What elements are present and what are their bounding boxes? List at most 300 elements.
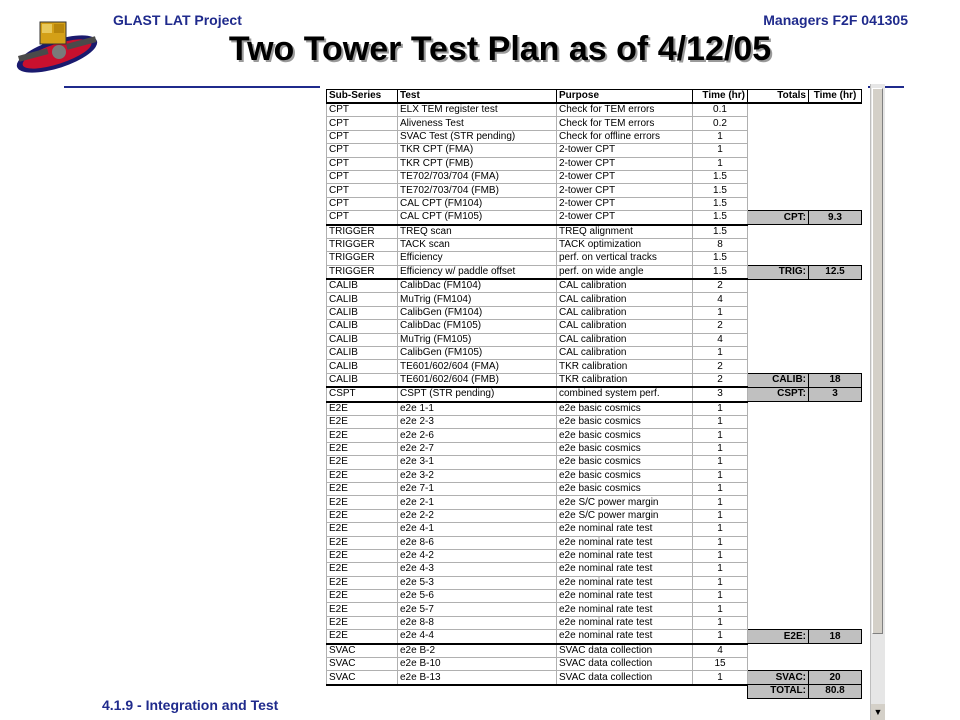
cell-time: 1 (693, 429, 748, 442)
project-name: GLAST LAT Project (113, 12, 242, 28)
subtotal-label: E2E: (748, 630, 809, 644)
table-row (327, 103, 862, 117)
table-row (327, 144, 862, 157)
cell-purpose: e2e basic cosmics (557, 442, 693, 455)
totals-empty-cell (748, 144, 809, 157)
cell-time: 1 (693, 130, 748, 143)
cell-sub-series: E2E (327, 630, 398, 644)
table-row (327, 509, 862, 522)
totals-empty-cell (809, 563, 862, 576)
cell-time: 1.5 (693, 265, 748, 279)
table-row (327, 333, 862, 346)
totals-empty-cell (748, 563, 809, 576)
subtotal-value: 80.8 (809, 685, 862, 698)
totals-empty-cell (748, 590, 809, 603)
table-row (327, 496, 862, 509)
meeting-name: Managers F2F 041305 (763, 12, 908, 28)
cell-purpose: e2e basic cosmics (557, 469, 693, 482)
totals-empty-cell (809, 238, 862, 251)
cell-time: 1 (693, 482, 748, 495)
totals-empty-cell (809, 576, 862, 589)
totals-empty-cell (809, 456, 862, 469)
cell-purpose: e2e nominal rate test (557, 523, 693, 536)
cell-sub-series: E2E (327, 469, 398, 482)
cell-time: 4 (693, 333, 748, 346)
table-row (327, 482, 862, 495)
cell-time: 1.5 (693, 225, 748, 239)
table-row (327, 630, 862, 644)
vertical-scrollbar[interactable] (870, 84, 885, 720)
totals-empty-cell (809, 496, 862, 509)
cell-test: TE702/703/704 (FMB) (398, 184, 557, 197)
cell-test: MuTrig (FM104) (398, 293, 557, 306)
totals-empty-cell (748, 225, 809, 239)
cell-purpose: CAL calibration (557, 333, 693, 346)
page-title: Two Tower Test Plan as of 4/12/05 (228, 30, 772, 68)
subtotal-label: SVAC: (748, 671, 809, 685)
cell-sub-series: TRIGGER (327, 252, 398, 265)
cell-time: 2 (693, 373, 748, 387)
totals-empty-cell (748, 184, 809, 197)
totals-empty-cell (809, 103, 862, 117)
table-row (327, 373, 862, 387)
table-row (327, 536, 862, 549)
cell-purpose: CAL calibration (557, 306, 693, 319)
totals-empty-cell (809, 616, 862, 629)
totals-empty-cell (748, 320, 809, 333)
totals-empty-cell (748, 536, 809, 549)
cell-purpose: e2e basic cosmics (557, 482, 693, 495)
totals-empty-cell (748, 238, 809, 251)
cell-test: CalibGen (FM105) (398, 347, 557, 360)
table-row (327, 347, 862, 360)
subtotal-value: 12.5 (809, 265, 862, 279)
scroll-down-arrow-icon[interactable]: ▼ (871, 704, 885, 720)
totals-empty-cell (809, 130, 862, 143)
cell-time: 2 (693, 360, 748, 373)
totals-empty-cell (809, 333, 862, 346)
cell-sub-series: E2E (327, 402, 398, 416)
cell-sub-series: E2E (327, 549, 398, 562)
cell-time: 1.5 (693, 197, 748, 210)
cell-sub-series: SVAC (327, 658, 398, 671)
table-row (327, 603, 862, 616)
cell-test: Aliveness Test (398, 117, 557, 130)
cell-time: 0.2 (693, 117, 748, 130)
totals-empty-cell (809, 306, 862, 319)
cell-purpose: e2e basic cosmics (557, 402, 693, 416)
cell-test: e2e 4-2 (398, 549, 557, 562)
cell-sub-series: CALIB (327, 373, 398, 387)
cell-sub-series (327, 685, 398, 698)
cell-purpose: Check for offline errors (557, 130, 693, 143)
cell-time: 1 (693, 496, 748, 509)
cell-purpose: e2e nominal rate test (557, 536, 693, 549)
subtotal-value: 9.3 (809, 211, 862, 225)
cell-time: 1 (693, 523, 748, 536)
totals-empty-cell (748, 130, 809, 143)
cell-purpose: SVAC data collection (557, 658, 693, 671)
cell-sub-series: CPT (327, 211, 398, 225)
table-row (327, 170, 862, 183)
cell-time: 1 (693, 563, 748, 576)
table-row (327, 197, 862, 210)
totals-empty-cell (809, 157, 862, 170)
subtotal-label: TOTAL: (748, 685, 809, 698)
totals-empty-cell (748, 117, 809, 130)
totals-empty-cell (809, 117, 862, 130)
cell-purpose: e2e nominal rate test (557, 590, 693, 603)
totals-empty-cell (748, 644, 809, 658)
cell-sub-series: CALIB (327, 360, 398, 373)
cell-test: e2e 2-3 (398, 415, 557, 428)
totals-empty-cell (748, 157, 809, 170)
subtotal-label: TRIG: (748, 265, 809, 279)
cell-test: e2e 2-6 (398, 429, 557, 442)
cell-sub-series: CPT (327, 197, 398, 210)
cell-test: e2e 5-7 (398, 603, 557, 616)
col-purpose: Purpose (557, 90, 693, 104)
totals-empty-cell (809, 402, 862, 416)
table-row (327, 387, 862, 401)
totals-empty-cell (748, 429, 809, 442)
subtotal-value: 20 (809, 671, 862, 685)
cell-test: e2e 3-2 (398, 469, 557, 482)
table-row (327, 252, 862, 265)
cell-time: 4 (693, 644, 748, 658)
cell-purpose: 2-tower CPT (557, 211, 693, 225)
cell-test (398, 685, 557, 698)
cell-sub-series: CPT (327, 103, 398, 117)
table-row (327, 590, 862, 603)
cell-test: e2e 2-2 (398, 509, 557, 522)
cell-sub-series: E2E (327, 576, 398, 589)
totals-empty-cell (809, 415, 862, 428)
col-time: Time (hr) (693, 90, 748, 104)
cell-test: TE601/602/604 (FMB) (398, 373, 557, 387)
cell-purpose: perf. on wide angle (557, 265, 693, 279)
totals-empty-cell (748, 523, 809, 536)
totals-empty-cell (809, 225, 862, 239)
table-row (327, 225, 862, 239)
totals-empty-cell (748, 549, 809, 562)
totals-empty-cell (748, 496, 809, 509)
cell-time: 15 (693, 658, 748, 671)
table-row (327, 117, 862, 130)
cell-purpose: SVAC data collection (557, 644, 693, 658)
totals-empty-cell (809, 482, 862, 495)
col-test: Test (398, 90, 557, 104)
totals-empty-cell (809, 170, 862, 183)
col-total-time: Time (hr) (809, 90, 862, 104)
totals-empty-cell (748, 482, 809, 495)
totals-empty-cell (748, 170, 809, 183)
cell-time: 1 (693, 402, 748, 416)
test-plan-table (326, 89, 862, 699)
cell-time: 1.5 (693, 170, 748, 183)
totals-empty-cell (748, 252, 809, 265)
cell-time: 1.5 (693, 184, 748, 197)
cell-time: 0.1 (693, 103, 748, 117)
cell-purpose: e2e S/C power margin (557, 509, 693, 522)
table-header-row (327, 90, 862, 104)
cell-time: 1 (693, 671, 748, 685)
table-row (327, 523, 862, 536)
cell-time: 1 (693, 144, 748, 157)
cell-test: ELX TEM register test (398, 103, 557, 117)
cell-purpose: e2e basic cosmics (557, 456, 693, 469)
cell-test: e2e 7-1 (398, 482, 557, 495)
totals-empty-cell (748, 103, 809, 117)
cell-purpose: 2-tower CPT (557, 184, 693, 197)
cell-purpose: TREQ alignment (557, 225, 693, 239)
totals-empty-cell (809, 536, 862, 549)
cell-purpose: e2e nominal rate test (557, 603, 693, 616)
totals-empty-cell (809, 279, 862, 293)
cell-test: TKR CPT (FMA) (398, 144, 557, 157)
cell-sub-series: E2E (327, 415, 398, 428)
scrollbar-thumb[interactable] (872, 88, 883, 634)
cell-time: 1 (693, 157, 748, 170)
spreadsheet (320, 84, 868, 720)
table-row (327, 456, 862, 469)
cell-time: 2 (693, 320, 748, 333)
table-row (327, 360, 862, 373)
cell-test: CalibGen (FM104) (398, 306, 557, 319)
cell-sub-series: CPT (327, 130, 398, 143)
totals-empty-cell (809, 658, 862, 671)
cell-sub-series: CALIB (327, 333, 398, 346)
cell-test: e2e B-2 (398, 644, 557, 658)
cell-test: e2e 5-6 (398, 590, 557, 603)
cell-sub-series: CPT (327, 157, 398, 170)
cell-time: 4 (693, 293, 748, 306)
totals-empty-cell (748, 616, 809, 629)
cell-test: TKR CPT (FMB) (398, 157, 557, 170)
cell-purpose: e2e nominal rate test (557, 549, 693, 562)
table-row (327, 685, 862, 698)
cell-purpose: Check for TEM errors (557, 103, 693, 117)
cell-test: e2e 8-8 (398, 616, 557, 629)
table-row (327, 306, 862, 319)
totals-empty-cell (748, 279, 809, 293)
totals-empty-cell (809, 429, 862, 442)
cell-purpose: CAL calibration (557, 293, 693, 306)
totals-empty-cell (809, 509, 862, 522)
subtotal-value: 18 (809, 373, 862, 387)
cell-purpose: perf. on vertical tracks (557, 252, 693, 265)
cell-test: e2e B-13 (398, 671, 557, 685)
cell-time: 2 (693, 279, 748, 293)
cell-purpose: combined system perf. (557, 387, 693, 401)
cell-test: e2e 1-1 (398, 402, 557, 416)
cell-sub-series: CALIB (327, 279, 398, 293)
cell-time: 1 (693, 616, 748, 629)
cell-test: MuTrig (FM105) (398, 333, 557, 346)
cell-test: TACK scan (398, 238, 557, 251)
totals-empty-cell (809, 197, 862, 210)
cell-test: e2e 8-6 (398, 536, 557, 549)
cell-test: SVAC Test (STR pending) (398, 130, 557, 143)
cell-sub-series: CPT (327, 170, 398, 183)
totals-empty-cell (809, 523, 862, 536)
cell-sub-series: E2E (327, 616, 398, 629)
table-row (327, 469, 862, 482)
cell-sub-series: E2E (327, 509, 398, 522)
totals-empty-cell (809, 320, 862, 333)
cell-time: 1 (693, 576, 748, 589)
cell-purpose: e2e nominal rate test (557, 576, 693, 589)
totals-empty-cell (809, 293, 862, 306)
cell-sub-series: SVAC (327, 644, 398, 658)
totals-empty-cell (809, 252, 862, 265)
cell-sub-series: CALIB (327, 293, 398, 306)
cell-time (693, 685, 748, 698)
totals-empty-cell (748, 456, 809, 469)
cell-time: 1 (693, 509, 748, 522)
subtotal-label: CALIB: (748, 373, 809, 387)
cell-time: 1 (693, 306, 748, 319)
cell-test: e2e 4-3 (398, 563, 557, 576)
cell-sub-series: E2E (327, 496, 398, 509)
cell-sub-series: TRIGGER (327, 265, 398, 279)
cell-time: 1 (693, 456, 748, 469)
cell-sub-series: CALIB (327, 306, 398, 319)
totals-empty-cell (809, 442, 862, 455)
subtotal-value: 18 (809, 630, 862, 644)
cell-test: TE702/703/704 (FMA) (398, 170, 557, 183)
cell-time: 1 (693, 549, 748, 562)
cell-purpose: CAL calibration (557, 347, 693, 360)
cell-time: 1 (693, 590, 748, 603)
totals-empty-cell (809, 360, 862, 373)
totals-empty-cell (748, 442, 809, 455)
cell-sub-series: E2E (327, 536, 398, 549)
table-row (327, 644, 862, 658)
cell-test: CSPT (STR pending) (398, 387, 557, 401)
cell-sub-series: TRIGGER (327, 238, 398, 251)
cell-test: e2e 3-1 (398, 456, 557, 469)
col-totals: Totals (748, 90, 809, 104)
table-row (327, 576, 862, 589)
totals-empty-cell (809, 144, 862, 157)
cell-test: Efficiency w/ paddle offset (398, 265, 557, 279)
table-row (327, 415, 862, 428)
totals-empty-cell (809, 469, 862, 482)
cell-time: 1 (693, 347, 748, 360)
totals-empty-cell (748, 197, 809, 210)
cell-sub-series: E2E (327, 563, 398, 576)
totals-empty-cell (748, 360, 809, 373)
totals-empty-cell (809, 347, 862, 360)
table-row (327, 549, 862, 562)
cell-sub-series: E2E (327, 523, 398, 536)
cell-purpose: e2e basic cosmics (557, 429, 693, 442)
cell-test: e2e B-10 (398, 658, 557, 671)
cell-test: CAL CPT (FM104) (398, 197, 557, 210)
cell-purpose: CAL calibration (557, 320, 693, 333)
subtotal-label: CSPT: (748, 387, 809, 401)
subtotal-value: 3 (809, 387, 862, 401)
cell-sub-series: CALIB (327, 320, 398, 333)
table-row (327, 671, 862, 685)
cell-sub-series: E2E (327, 429, 398, 442)
table-row (327, 293, 862, 306)
cell-time: 1.5 (693, 252, 748, 265)
cell-time: 1 (693, 442, 748, 455)
table-row (327, 238, 862, 251)
cell-sub-series: CPT (327, 184, 398, 197)
table-row (327, 265, 862, 279)
cell-test: Efficiency (398, 252, 557, 265)
cell-time: 1 (693, 415, 748, 428)
subtotal-label: CPT: (748, 211, 809, 225)
table-row (327, 429, 862, 442)
cell-test: e2e 4-1 (398, 523, 557, 536)
cell-purpose: 2-tower CPT (557, 144, 693, 157)
table-row (327, 616, 862, 629)
table-row (327, 130, 862, 143)
cell-time: 3 (693, 387, 748, 401)
totals-empty-cell (748, 333, 809, 346)
totals-empty-cell (809, 549, 862, 562)
cell-time: 1 (693, 469, 748, 482)
cell-test: TREQ scan (398, 225, 557, 239)
col-sub-series: Sub-Series (327, 90, 398, 104)
table-row (327, 658, 862, 671)
table-row (327, 184, 862, 197)
cell-purpose: e2e nominal rate test (557, 616, 693, 629)
cell-purpose: e2e nominal rate test (557, 630, 693, 644)
totals-empty-cell (809, 590, 862, 603)
cell-purpose: SVAC data collection (557, 671, 693, 685)
table-row (327, 211, 862, 225)
cell-sub-series: E2E (327, 442, 398, 455)
totals-empty-cell (748, 415, 809, 428)
cell-purpose: Check for TEM errors (557, 117, 693, 130)
totals-empty-cell (748, 658, 809, 671)
cell-test: e2e 2-7 (398, 442, 557, 455)
footer-section: 4.1.9 - Integration and Test (102, 697, 279, 713)
cell-sub-series: TRIGGER (327, 225, 398, 239)
cell-time: 1 (693, 630, 748, 644)
cell-purpose: 2-tower CPT (557, 197, 693, 210)
cell-purpose: TKR calibration (557, 373, 693, 387)
cell-time: 8 (693, 238, 748, 251)
cell-time: 1 (693, 536, 748, 549)
cell-sub-series: E2E (327, 482, 398, 495)
cell-purpose: 2-tower CPT (557, 157, 693, 170)
table-row (327, 563, 862, 576)
cell-purpose: CAL calibration (557, 279, 693, 293)
cell-test: e2e 4-4 (398, 630, 557, 644)
totals-empty-cell (809, 184, 862, 197)
cell-time: 1 (693, 603, 748, 616)
table-row (327, 402, 862, 416)
table-row (327, 442, 862, 455)
cell-purpose: e2e S/C power margin (557, 496, 693, 509)
cell-test: TE601/602/604 (FMA) (398, 360, 557, 373)
totals-empty-cell (809, 603, 862, 616)
cell-sub-series: E2E (327, 590, 398, 603)
cell-test: e2e 5-3 (398, 576, 557, 589)
cell-purpose: TKR calibration (557, 360, 693, 373)
totals-empty-cell (809, 644, 862, 658)
cell-purpose: 2-tower CPT (557, 170, 693, 183)
table-row (327, 157, 862, 170)
cell-sub-series: SVAC (327, 671, 398, 685)
totals-empty-cell (748, 402, 809, 416)
